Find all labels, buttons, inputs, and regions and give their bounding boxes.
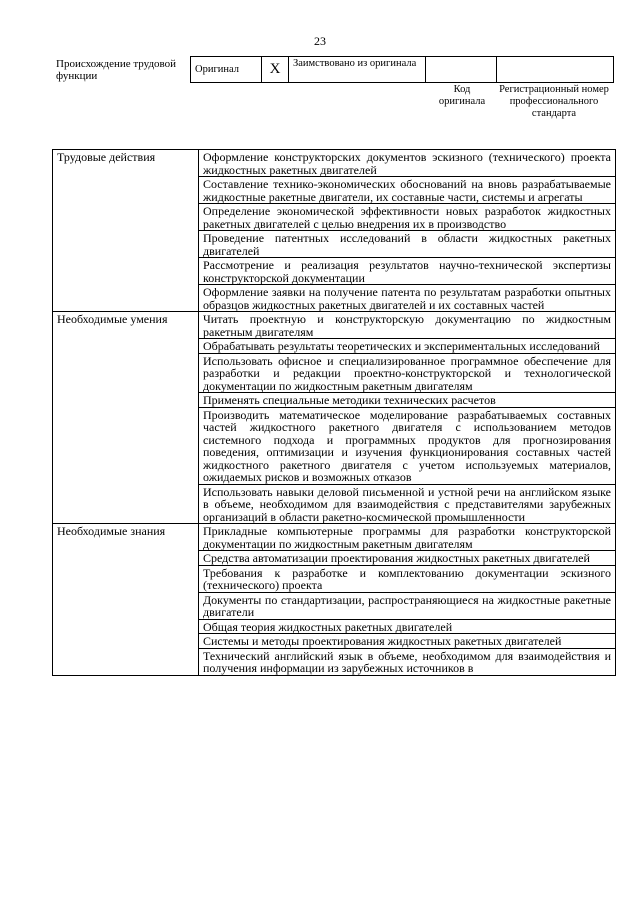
table-cell: Оформление заявки на получение патента по результатам разработки опытных образцов жидкостных ракетных двигателей и их составных частей <box>199 285 616 312</box>
table-cell: Читать проектную и конструкторскую документацию по жидкостным ракетным двигателям <box>199 312 616 339</box>
table-cell: Прикладные компьютерные программы для разработки конструкторской документации по жидкостным ракетным двигателям <box>199 524 616 551</box>
table-row <box>53 312 616 339</box>
original-mark: X <box>262 57 289 83</box>
function-table <box>52 149 616 676</box>
table-row <box>53 150 616 177</box>
table-cell: Использовать офисное и специализированное программное обеспечение для разработки и редакции проектно-конструкторской и технологической документации по жидкостным ракетным двигателям <box>199 353 616 393</box>
table-cell: Определение экономической эффективности новых разработок жидкостных ракетных двигателей с целью внедрения их в производство <box>199 204 616 231</box>
table-cell: Технический английский язык в объеме, необходимом для взаимодействия и получения информации из зарубежных источников в <box>199 648 616 675</box>
table-cell: Составление технико-экономических обоснований на вновь разрабатываемые жидкостные ракетные двигатели, их составные части, системы и агрегаты <box>199 177 616 204</box>
page-number: 23 <box>314 34 326 48</box>
table-row <box>53 524 616 551</box>
reg-number-label: Регистрационный номер профессионального стандарта <box>499 84 609 119</box>
borrowed-cell: Заимствовано из оригинала <box>289 57 426 83</box>
section-title: Необходимые знания <box>53 524 199 676</box>
section-title: Трудовые действия <box>53 150 199 312</box>
section-title: Необходимые умения <box>53 312 199 524</box>
table-cell: Системы и методы проектирования жидкостных ракетных двигателей <box>199 634 616 649</box>
table-cell: Средства автоматизации проектирования жидкостных ракетных двигателей <box>199 551 616 566</box>
table-cell: Обрабатывать результаты теоретических и экспериментальных исследований <box>199 339 616 354</box>
origin-label: Происхождение трудовой функции <box>56 58 177 82</box>
code-label: Код оригинала <box>438 84 486 107</box>
table-cell: Производить математическое моделирование разрабатываемых составных частей жидкостного ракетного двигателя с использованием методов системного подхода и программных продуктов для прогнозирования поведения, оптимизации и изучения функционирования составных частей жидкостного ракетного двигателя с учетом используемых материалов, ожидаемых рисков и возможных отказов <box>199 407 616 484</box>
origin-table <box>190 56 614 83</box>
table-cell: Требования к разработке и комплектованию документации эскизного (технического) проекта <box>199 565 616 592</box>
code-cell <box>426 57 497 83</box>
table-cell: Применять специальные методики технических расчетов <box>199 393 616 408</box>
table-cell: Документы по стандартизации, распространяющиеся на жидкостные ракетные двигатели <box>199 592 616 619</box>
table-cell: Проведение патентных исследований в области жидкостных ракетных двигателей <box>199 231 616 258</box>
table-cell: Оформление конструкторских документов эскизного (технического) проекта жидкостных ракетных двигателей <box>199 150 616 177</box>
table-cell: Рассмотрение и реализация результатов научно-технической экспертизы конструкторской документации <box>199 258 616 285</box>
original-cell: Оригинал <box>191 57 262 83</box>
reg-number-cell <box>497 57 614 83</box>
table-cell: Общая теория жидкостных ракетных двигателей <box>199 619 616 634</box>
table-cell: Использовать навыки деловой письменной и устной речи на английском языке в объеме, необходимом для взаимодействия с представителями зарубежных организаций в области ракетно-космической промышленности <box>199 484 616 524</box>
